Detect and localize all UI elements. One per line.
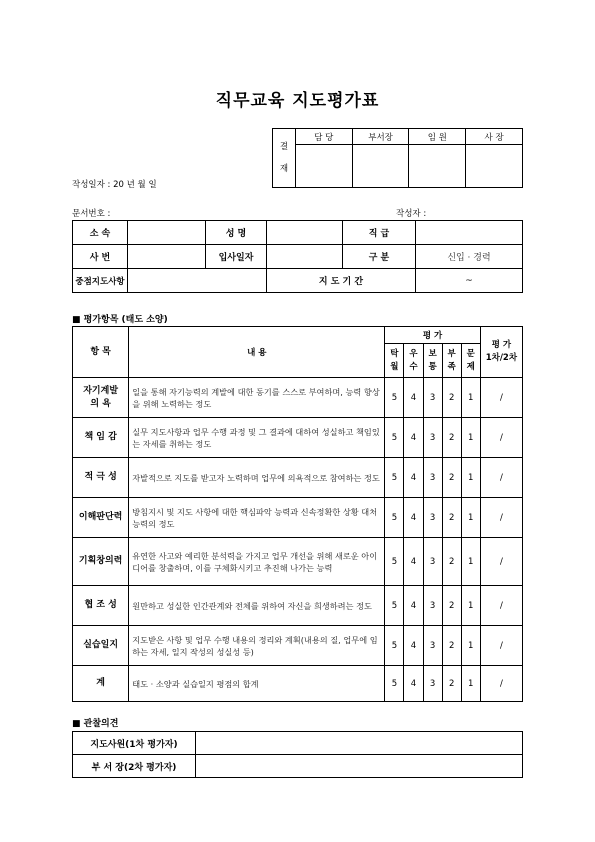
approval-header-manager: 부서장 <box>352 129 409 145</box>
eval-item-description: 원만하고 성실한 인간관계와 전체를 위하여 자신을 희생하려는 정도 <box>129 586 385 626</box>
eval-item-name: 기획창의력 <box>73 538 129 586</box>
approval-sign-manager[interactable] <box>352 145 409 188</box>
eval-item-description: 일을 통해 자기능력의 계발에 대한 동기를 스스로 부여하며, 능력 향상을 위해 노력하는 정도 <box>129 378 385 418</box>
author-label: 작성자 : <box>396 209 427 219</box>
score-option-5[interactable]: 5 <box>385 666 404 702</box>
eval-item-name: 실습일지 <box>73 626 129 666</box>
obs-label-second: 부 서 장(2차 평가자) <box>73 755 196 778</box>
employee-no-field[interactable] <box>128 245 206 269</box>
position-label: 직 급 <box>343 221 416 245</box>
approval-sign-staff[interactable] <box>295 145 352 188</box>
score-option-4[interactable]: 4 <box>404 538 423 586</box>
final-score-field[interactable]: / <box>480 378 522 418</box>
eval-row <box>73 458 523 498</box>
category-label: 구 분 <box>343 245 416 269</box>
approval-header-president: 사 장 <box>466 129 523 145</box>
eval-item-description: 자발적으로 지도를 받고자 노력하며 업무에 의욕적으로 참여하는 정도 <box>129 458 385 498</box>
approval-header-staff: 담 당 <box>295 129 352 145</box>
obs-field-second[interactable] <box>196 755 523 778</box>
score-option-4[interactable]: 4 <box>404 498 423 538</box>
eval-item-name: 이해판단력 <box>73 498 129 538</box>
final-score-field[interactable]: / <box>480 418 522 458</box>
score-option-3[interactable]: 3 <box>423 626 442 666</box>
score-option-5[interactable]: 5 <box>385 498 404 538</box>
score-option-2[interactable]: 2 <box>442 458 461 498</box>
eval-row <box>73 418 523 458</box>
col-final-header: 평 가 1차/2차 <box>480 327 522 378</box>
score-option-2[interactable]: 2 <box>442 498 461 538</box>
eval-section-heading: ■ 평가항목 (태도 소양) <box>72 315 168 325</box>
obs-label-first: 지도사원(1차 평가자) <box>73 732 196 755</box>
eval-row <box>73 378 523 418</box>
score-option-1[interactable]: 1 <box>461 626 480 666</box>
score-option-4[interactable]: 4 <box>404 666 423 702</box>
score-option-5[interactable]: 5 <box>385 586 404 626</box>
score-option-4[interactable]: 4 <box>404 378 423 418</box>
score-head-5: 문 제 <box>461 344 480 378</box>
final-score-field[interactable]: / <box>480 666 522 702</box>
eval-row <box>73 666 523 702</box>
eval-item-name: 계 <box>73 666 129 702</box>
score-option-3[interactable]: 3 <box>423 498 442 538</box>
score-option-2[interactable]: 2 <box>442 586 461 626</box>
doc-number: 문서번호 : <box>72 209 111 219</box>
join-date-label: 입사일자 <box>206 245 267 269</box>
score-option-1[interactable]: 1 <box>461 666 480 702</box>
info-table <box>72 220 523 293</box>
page-title: 직무교육 지도평가표 <box>215 91 380 111</box>
approval-header-executive: 임 원 <box>409 129 466 145</box>
score-option-1[interactable]: 1 <box>461 538 480 586</box>
score-option-2[interactable]: 2 <box>442 538 461 586</box>
score-option-4[interactable]: 4 <box>404 626 423 666</box>
final-score-field[interactable]: / <box>480 586 522 626</box>
name-label: 성 명 <box>206 221 267 245</box>
focus-label: 중점지도사항 <box>73 269 128 293</box>
eval-row <box>73 626 523 666</box>
eval-item-name: 자기계발 의 욕 <box>73 378 129 418</box>
period-label: 지 도 기 간 <box>267 269 416 293</box>
eval-item-name: 책 임 감 <box>73 418 129 458</box>
final-score-field[interactable]: / <box>480 538 522 586</box>
eval-row <box>73 586 523 626</box>
score-option-2[interactable]: 2 <box>442 378 461 418</box>
affiliation-label: 소 속 <box>73 221 128 245</box>
eval-item-description: 태도 · 소양과 실습일지 평점의 합계 <box>129 666 385 702</box>
score-option-3[interactable]: 3 <box>423 418 442 458</box>
obs-field-first[interactable] <box>196 732 523 755</box>
score-option-3[interactable]: 3 <box>423 666 442 702</box>
employee-no-label: 사 번 <box>73 245 128 269</box>
score-option-5[interactable]: 5 <box>385 378 404 418</box>
col-score-header: 평 가 <box>385 327 480 344</box>
score-head-3: 보 통 <box>423 344 442 378</box>
score-option-3[interactable]: 3 <box>423 586 442 626</box>
final-score-field[interactable]: / <box>480 498 522 538</box>
period-value[interactable]: ~ <box>416 269 523 293</box>
score-option-1[interactable]: 1 <box>461 586 480 626</box>
position-field[interactable] <box>416 221 523 245</box>
score-option-3[interactable]: 3 <box>423 378 442 418</box>
score-option-2[interactable]: 2 <box>442 666 461 702</box>
obs-section-heading: ■ 관찰의견 <box>72 719 119 729</box>
score-head-1: 탁 월 <box>385 344 404 378</box>
score-head-4: 부 족 <box>442 344 461 378</box>
name-field[interactable] <box>267 221 343 245</box>
approval-box <box>272 128 523 188</box>
score-option-2[interactable]: 2 <box>442 626 461 666</box>
score-head-2: 우 수 <box>404 344 423 378</box>
approval-sign-executive[interactable] <box>409 145 466 188</box>
col-item-header: 항 목 <box>73 327 129 378</box>
score-option-5[interactable]: 5 <box>385 458 404 498</box>
eval-row <box>73 538 523 586</box>
score-option-1[interactable]: 1 <box>461 378 480 418</box>
score-option-1[interactable]: 1 <box>461 458 480 498</box>
observation-table <box>72 731 523 778</box>
score-option-3[interactable]: 3 <box>423 538 442 586</box>
score-option-1[interactable]: 1 <box>461 498 480 538</box>
col-content-header: 내 용 <box>129 327 385 378</box>
eval-item-description: 실무 지도사항과 업무 수행 과정 및 그 결과에 대하여 성실하고 책임있는 자세를 취하는 정도 <box>129 418 385 458</box>
evaluation-table <box>72 326 523 702</box>
approval-side-label: 결 재 <box>273 129 296 188</box>
score-option-2[interactable]: 2 <box>442 418 461 458</box>
eval-item-name: 적 극 성 <box>73 458 129 498</box>
eval-item-description: 유연한 사고와 예리한 분석력을 가지고 업무 개선을 위해 새로운 아이디어를 창출하며, 이를 구체화시키고 추진해 나가는 능력 <box>129 538 385 586</box>
score-option-4[interactable]: 4 <box>404 586 423 626</box>
score-option-1[interactable]: 1 <box>461 418 480 458</box>
score-option-5[interactable]: 5 <box>385 538 404 586</box>
join-date-field[interactable] <box>267 245 343 269</box>
score-option-3[interactable]: 3 <box>423 458 442 498</box>
approval-sign-president[interactable] <box>466 145 523 188</box>
score-option-4[interactable]: 4 <box>404 458 423 498</box>
score-option-5[interactable]: 5 <box>385 626 404 666</box>
date-line: 작성일자 : 20 년 월 일 <box>72 180 157 190</box>
eval-row <box>73 498 523 538</box>
eval-item-description: 방침지시 및 지도 사항에 대한 핵심파악 능력과 신속정확한 상황 대처 능력의 정도 <box>129 498 385 538</box>
final-score-field[interactable]: / <box>480 458 522 498</box>
affiliation-field[interactable] <box>128 221 206 245</box>
score-option-5[interactable]: 5 <box>385 418 404 458</box>
eval-item-description: 지도받은 사항 및 업무 수행 내용의 정리와 계획(내용의 질, 업무에 임하는 자세, 일지 작성의 성실성 등) <box>129 626 385 666</box>
category-value[interactable]: 신입 · 경력 <box>416 245 523 269</box>
focus-field[interactable] <box>128 269 267 293</box>
final-score-field[interactable]: / <box>480 626 522 666</box>
eval-item-name: 협 조 성 <box>73 586 129 626</box>
score-option-4[interactable]: 4 <box>404 418 423 458</box>
